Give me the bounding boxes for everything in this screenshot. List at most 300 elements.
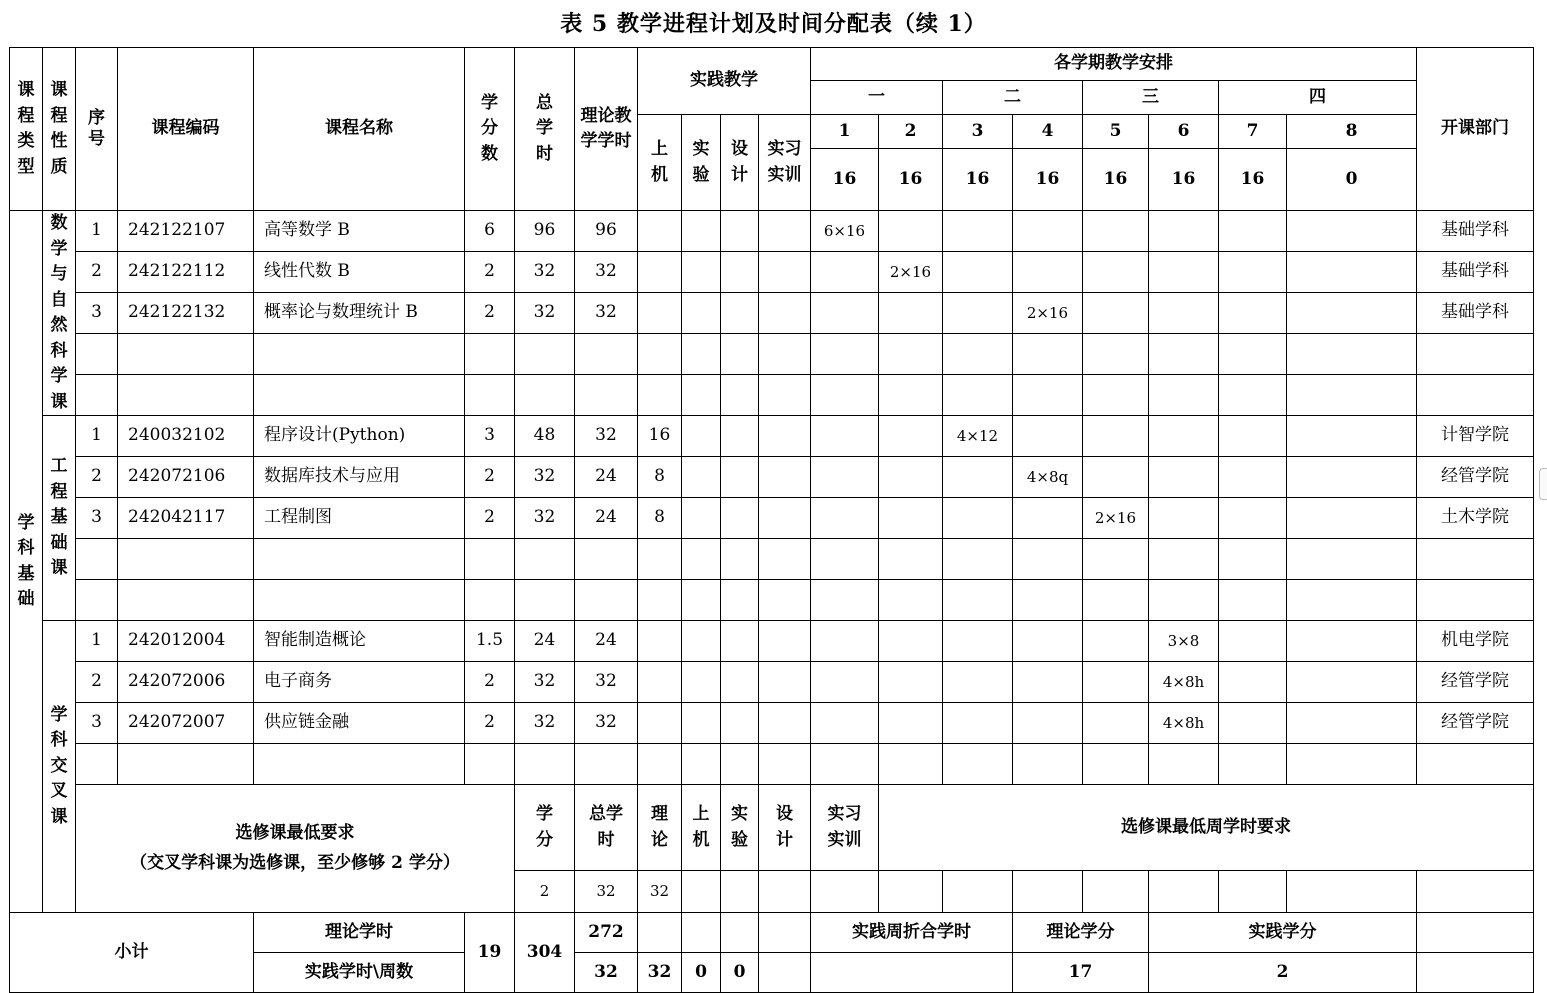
table-cell <box>1083 580 1149 621</box>
header-semester-number: 2 <box>879 115 943 149</box>
course-category-text: 学科基础 <box>17 512 35 609</box>
row-credit: 2 <box>465 457 515 498</box>
table-cell <box>76 334 118 375</box>
table-cell <box>254 375 465 416</box>
row-credit: 3 <box>465 416 515 457</box>
row-course-name: 供应链金融 <box>254 703 465 744</box>
row-semester <box>1219 621 1287 662</box>
header-seq <box>76 48 118 211</box>
row-theory-hours: 32 <box>575 662 638 703</box>
row-semester: 4×8h <box>1149 703 1219 744</box>
row-course-name: 工程制图 <box>254 498 465 539</box>
table-cell <box>943 375 1013 416</box>
subtotal-practice-total: 32 <box>575 953 638 993</box>
row-practice: 16 <box>638 416 682 457</box>
row-credit: 6 <box>465 211 515 252</box>
subtotal-practice-label: 实践学时\周数 <box>254 953 465 993</box>
row-credit: 2 <box>465 293 515 334</box>
header-semester-number: 3 <box>943 115 1013 149</box>
table-row <box>10 334 1534 375</box>
table-cell <box>943 539 1013 580</box>
table-cell <box>1287 334 1417 375</box>
row-practice: 8 <box>638 457 682 498</box>
table-cell <box>1083 334 1149 375</box>
table-cell <box>575 334 638 375</box>
row-practice <box>759 457 811 498</box>
table-cell <box>1149 744 1219 785</box>
row-semester <box>943 457 1013 498</box>
subtotal-practice-value: 32 <box>638 953 682 993</box>
table-cell <box>759 375 811 416</box>
header-theory-hours <box>575 48 638 211</box>
row-semester <box>1219 498 1287 539</box>
row-practice <box>682 498 721 539</box>
table-cell <box>575 580 638 621</box>
elective-weekly-requirement: 选修课最低周学时要求 <box>879 785 1534 871</box>
header-year: 三 <box>1083 81 1219 115</box>
table-cell <box>1013 539 1083 580</box>
table-cell <box>1417 744 1534 785</box>
row-semester <box>1013 211 1083 252</box>
row-total-hours: 32 <box>515 662 575 703</box>
header-semester-number: 7 <box>1219 115 1287 149</box>
header-course-nature-text: 课程性质 <box>50 80 68 177</box>
row-practice <box>721 703 759 744</box>
table-cell <box>879 334 943 375</box>
row-practice <box>721 498 759 539</box>
table-cell <box>638 580 682 621</box>
row-total-hours: 32 <box>515 498 575 539</box>
header-year: 四 <box>1219 81 1417 115</box>
table-cell <box>1083 375 1149 416</box>
table-row <box>10 498 1534 539</box>
table-cell <box>118 334 254 375</box>
row-semester: 2×16 <box>1083 498 1149 539</box>
row-semester <box>1287 211 1417 252</box>
row-course-name: 概率论与数理统计 B <box>254 293 465 334</box>
table-row <box>10 416 1534 457</box>
row-semester <box>1013 252 1083 293</box>
table-cell <box>118 744 254 785</box>
table-cell <box>1013 334 1083 375</box>
header-practice-sub <box>759 115 811 211</box>
row-practice <box>682 211 721 252</box>
table-cell <box>515 744 575 785</box>
row-department: 经管学院 <box>1417 662 1534 703</box>
table-cell <box>76 580 118 621</box>
table-cell <box>1013 580 1083 621</box>
table-cell <box>1287 375 1417 416</box>
table-cell <box>1417 953 1534 993</box>
subtotal-row <box>10 913 1534 953</box>
row-semester <box>879 293 943 334</box>
row-semester <box>1013 498 1083 539</box>
row-department: 经管学院 <box>1417 703 1534 744</box>
row-semester <box>1149 252 1219 293</box>
header-weeks: 16 <box>1013 149 1083 211</box>
header-semester-number: 6 <box>1149 115 1219 149</box>
row-total-hours: 32 <box>515 252 575 293</box>
row-course-name: 线性代数 B <box>254 252 465 293</box>
row-semester: 4×12 <box>943 416 1013 457</box>
table-cell <box>943 744 1013 785</box>
table-cell <box>1083 539 1149 580</box>
row-theory-hours: 24 <box>575 621 638 662</box>
row-theory-hours: 24 <box>575 457 638 498</box>
table-cell <box>254 744 465 785</box>
header-practice: 实践教学 <box>638 48 811 115</box>
table-row <box>10 703 1534 744</box>
row-department: 土木学院 <box>1417 498 1534 539</box>
row-semester <box>1149 416 1219 457</box>
table-cell <box>879 871 943 913</box>
table-row <box>10 375 1534 416</box>
header-course-name: 课程名称 <box>254 48 465 211</box>
row-semester <box>1149 457 1219 498</box>
elective-header-text: 上机 <box>692 804 710 850</box>
header-course-type-text: 课程类型 <box>17 80 35 177</box>
table-cell <box>254 539 465 580</box>
elective-title: 选修课最低要求 <box>235 823 355 844</box>
row-semester <box>811 621 879 662</box>
row-practice <box>638 621 682 662</box>
subtotal-practice-week-hours-label: 实践周折合学时 <box>811 913 1013 953</box>
row-semester <box>943 211 1013 252</box>
row-practice <box>682 662 721 703</box>
subtotal-practice-value <box>759 953 811 993</box>
subtotal-theory-hours-label: 理论学时 <box>254 913 465 953</box>
row-total-hours: 48 <box>515 416 575 457</box>
table-cell <box>1013 871 1083 913</box>
row-semester <box>943 498 1013 539</box>
row-seq: 3 <box>76 293 118 334</box>
subtotal-label: 小计 <box>10 913 254 993</box>
header-weeks: 16 <box>811 149 879 211</box>
row-theory-hours: 32 <box>575 416 638 457</box>
row-practice <box>721 293 759 334</box>
elective-header <box>638 785 682 871</box>
table-cell <box>465 539 515 580</box>
table-cell <box>515 580 575 621</box>
elective-value <box>811 871 879 913</box>
row-semester <box>1287 252 1417 293</box>
row-semester <box>943 621 1013 662</box>
header-semester-number: 4 <box>1013 115 1083 149</box>
subtotal-theory-hours: 272 <box>575 913 638 953</box>
row-theory-hours: 32 <box>575 293 638 334</box>
elective-header-text: 实习实训 <box>827 804 862 850</box>
table-cell <box>575 744 638 785</box>
row-semester <box>811 662 879 703</box>
table-cell <box>811 334 879 375</box>
row-practice <box>721 211 759 252</box>
row-semester <box>1219 293 1287 334</box>
course-nature <box>43 416 76 621</box>
header-theory-hours-text: 理论教学学时 <box>580 105 632 151</box>
row-semester <box>1149 498 1219 539</box>
row-practice <box>759 498 811 539</box>
row-seq: 3 <box>76 498 118 539</box>
header-weeks: 16 <box>1219 149 1287 211</box>
row-practice <box>638 252 682 293</box>
table-cell <box>682 580 721 621</box>
row-practice <box>682 457 721 498</box>
table-cell <box>638 913 682 953</box>
table-cell <box>1013 375 1083 416</box>
header-practice-sub <box>682 115 721 211</box>
row-credit: 2 <box>465 252 515 293</box>
row-course-name: 智能制造概论 <box>254 621 465 662</box>
row-course-code: 240032102 <box>118 416 254 457</box>
table-cell <box>1149 375 1219 416</box>
row-department: 计智学院 <box>1417 416 1534 457</box>
row-semester <box>1287 498 1417 539</box>
table-cell <box>465 375 515 416</box>
table-row <box>10 662 1534 703</box>
row-seq: 1 <box>76 416 118 457</box>
table-cell <box>118 539 254 580</box>
scroll-handle[interactable] <box>1539 468 1547 500</box>
row-semester: 3×8 <box>1149 621 1219 662</box>
elective-value: 32 <box>638 871 682 913</box>
row-department: 基础学科 <box>1417 211 1534 252</box>
teaching-plan-table <box>9 47 1534 993</box>
row-total-hours: 32 <box>515 703 575 744</box>
table-cell <box>515 539 575 580</box>
elective-requirement <box>76 785 515 913</box>
table-cell <box>465 334 515 375</box>
row-course-name: 程序设计(Python) <box>254 416 465 457</box>
row-semester <box>1287 457 1417 498</box>
elective-header-text: 实验 <box>731 804 748 850</box>
table-row <box>10 211 1534 252</box>
row-semester <box>1083 662 1149 703</box>
header-practice-sub-text: 实习实训 <box>767 139 802 185</box>
header-practice-sub <box>721 115 759 211</box>
subtotal-practice-credit: 2 <box>1149 953 1417 993</box>
table-cell <box>118 375 254 416</box>
row-credit: 2 <box>465 498 515 539</box>
table-cell <box>638 539 682 580</box>
header-year: 二 <box>943 81 1083 115</box>
header-weeks: 16 <box>879 149 943 211</box>
elective-header-text: 理论 <box>651 804 668 850</box>
row-theory-hours: 32 <box>575 252 638 293</box>
table-cell <box>1149 871 1219 913</box>
row-practice <box>638 211 682 252</box>
elective-header <box>682 785 721 871</box>
table-cell <box>1149 539 1219 580</box>
table-cell <box>1417 539 1534 580</box>
header-row <box>10 48 1534 81</box>
elective-value: 2 <box>515 871 575 913</box>
course-nature-text: 学科交叉课 <box>50 704 68 827</box>
elective-header <box>759 785 811 871</box>
elective-row <box>10 785 1534 871</box>
table-cell <box>76 744 118 785</box>
subtotal-practice-credit-label: 实践学分 <box>1149 913 1417 953</box>
table-cell <box>721 334 759 375</box>
row-credit: 2 <box>465 662 515 703</box>
row-practice <box>759 416 811 457</box>
row-seq: 1 <box>76 621 118 662</box>
table-cell <box>759 580 811 621</box>
row-semester <box>879 416 943 457</box>
table-cell <box>1219 580 1287 621</box>
table-row <box>10 293 1534 334</box>
elective-value <box>759 871 811 913</box>
row-practice <box>721 662 759 703</box>
row-semester <box>811 252 879 293</box>
row-semester: 6×16 <box>811 211 879 252</box>
row-semester <box>943 703 1013 744</box>
row-department: 基础学科 <box>1417 252 1534 293</box>
row-practice <box>759 703 811 744</box>
row-semester <box>811 703 879 744</box>
row-semester <box>1287 662 1417 703</box>
row-practice <box>721 621 759 662</box>
row-course-code: 242072006 <box>118 662 254 703</box>
row-semester <box>1149 293 1219 334</box>
header-weeks: 0 <box>1287 149 1417 211</box>
subtotal-credit: 19 <box>465 913 515 993</box>
table-row <box>10 580 1534 621</box>
header-total-hours-text: 总学时 <box>536 92 553 164</box>
table-cell <box>811 953 1013 993</box>
header-total-hours <box>515 48 575 211</box>
table-cell <box>1149 580 1219 621</box>
table-cell <box>638 334 682 375</box>
row-practice <box>682 416 721 457</box>
table-cell <box>721 375 759 416</box>
row-semester <box>943 293 1013 334</box>
row-seq: 2 <box>76 252 118 293</box>
header-semester-number: 8 <box>1287 115 1417 149</box>
row-course-code: 242012004 <box>118 621 254 662</box>
row-total-hours: 24 <box>515 621 575 662</box>
header-semester-plan: 各学期教学安排 <box>811 48 1417 81</box>
table-row <box>10 621 1534 662</box>
row-practice <box>759 621 811 662</box>
row-semester <box>879 498 943 539</box>
row-semester <box>1013 621 1083 662</box>
row-semester: 4×8q <box>1013 457 1083 498</box>
table-cell <box>1287 744 1417 785</box>
table-row <box>10 457 1534 498</box>
table-cell <box>682 913 721 953</box>
row-semester <box>811 416 879 457</box>
elective-value <box>721 871 759 913</box>
table-cell <box>118 580 254 621</box>
subtotal-practice-value: 0 <box>682 953 721 993</box>
table-row <box>10 252 1534 293</box>
table-cell <box>1219 871 1287 913</box>
row-course-code: 242122132 <box>118 293 254 334</box>
table-cell <box>811 539 879 580</box>
row-semester <box>1287 621 1417 662</box>
table-cell <box>1219 334 1287 375</box>
row-department: 基础学科 <box>1417 293 1534 334</box>
table-cell <box>1149 334 1219 375</box>
table-cell <box>1417 913 1534 953</box>
header-weeks: 16 <box>1083 149 1149 211</box>
header-practice-sub <box>638 115 682 211</box>
header-department: 开课部门 <box>1417 48 1534 211</box>
table-cell <box>575 539 638 580</box>
row-practice <box>721 457 759 498</box>
subtotal-theory-credit-label: 理论学分 <box>1013 913 1149 953</box>
header-course-code: 课程编码 <box>118 48 254 211</box>
row-semester <box>943 662 1013 703</box>
table-cell <box>943 580 1013 621</box>
row-semester <box>1219 211 1287 252</box>
table-cell <box>515 334 575 375</box>
table-cell <box>759 539 811 580</box>
table-cell <box>1287 871 1417 913</box>
elective-value: 32 <box>575 871 638 913</box>
table-cell <box>811 580 879 621</box>
table-cell <box>254 334 465 375</box>
row-practice <box>759 252 811 293</box>
row-semester <box>879 457 943 498</box>
table-cell <box>721 539 759 580</box>
row-total-hours: 32 <box>515 293 575 334</box>
row-semester <box>879 621 943 662</box>
table-cell <box>1417 580 1534 621</box>
row-course-code: 242122107 <box>118 211 254 252</box>
table-cell <box>682 334 721 375</box>
row-practice <box>638 703 682 744</box>
row-theory-hours: 24 <box>575 498 638 539</box>
row-practice <box>682 293 721 334</box>
table-cell <box>759 913 811 953</box>
header-practice-sub-text: 上机 <box>651 139 668 185</box>
row-semester: 4×8h <box>1149 662 1219 703</box>
row-theory-hours: 32 <box>575 703 638 744</box>
row-total-hours: 96 <box>515 211 575 252</box>
elective-header-text: 总学时 <box>589 804 623 850</box>
course-nature <box>43 211 76 416</box>
row-practice <box>721 252 759 293</box>
row-semester <box>1083 621 1149 662</box>
course-nature-text: 数学与自然科学课 <box>50 213 68 412</box>
elective-header <box>575 785 638 871</box>
table-title: 表 5 教学进程计划及时间分配表（续 1） <box>560 11 987 37</box>
header-credit-text: 学分数 <box>481 92 498 164</box>
header-practice-sub-text: 设计 <box>731 139 748 185</box>
header-weeks: 16 <box>943 149 1013 211</box>
row-semester <box>879 662 943 703</box>
row-semester <box>1287 703 1417 744</box>
header-credit <box>465 48 515 211</box>
row-course-code: 242122112 <box>118 252 254 293</box>
table-row <box>10 539 1534 580</box>
row-semester <box>1287 416 1417 457</box>
table-cell <box>879 375 943 416</box>
row-practice <box>759 293 811 334</box>
table-cell <box>575 375 638 416</box>
table-cell <box>759 334 811 375</box>
header-semester-number: 5 <box>1083 115 1149 149</box>
course-category <box>10 211 43 913</box>
table-cell <box>638 744 682 785</box>
row-department: 机电学院 <box>1417 621 1534 662</box>
row-seq: 1 <box>76 211 118 252</box>
row-semester <box>1219 416 1287 457</box>
row-semester <box>1287 293 1417 334</box>
row-semester <box>1083 211 1149 252</box>
header-practice-sub-text: 实验 <box>692 139 710 185</box>
